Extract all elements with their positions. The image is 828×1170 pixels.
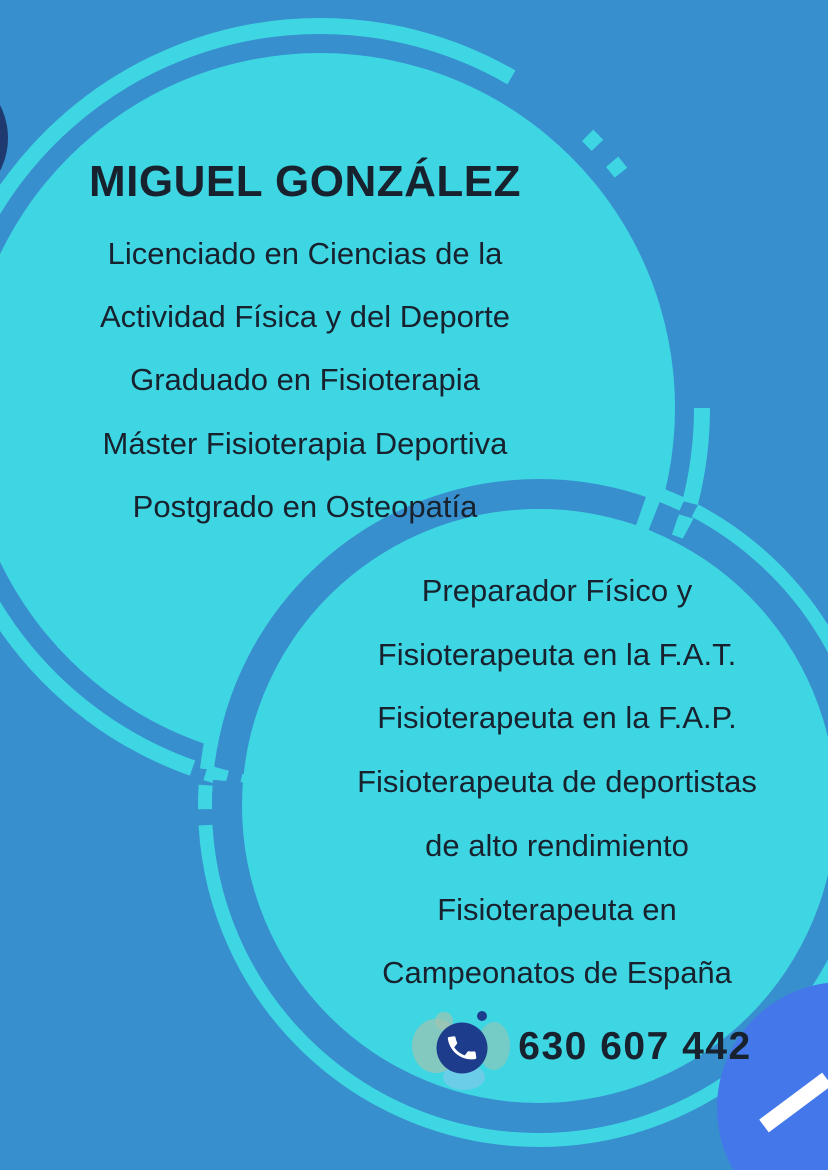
role-line: Fisioterapeuta de deportistas: [357, 764, 757, 800]
role-line: de alto rendimiento: [425, 827, 689, 863]
role-line: Fisioterapeuta en: [437, 891, 677, 927]
phone-badge-circle: [437, 1023, 488, 1074]
roles-block: [292, 559, 822, 1005]
role-line: Campeonatos de España: [382, 955, 732, 991]
role-line: Fisioterapeuta en la F.A.P.: [377, 700, 737, 736]
phone-number: 630 607 442: [518, 1025, 752, 1068]
credential-line: Graduado en Fisioterapia: [130, 362, 480, 398]
page-title: MIGUEL GONZÁLEZ: [88, 157, 521, 206]
phone-badge-dot: [477, 1011, 487, 1021]
credential-line: Máster Fisioterapia Deportiva: [102, 425, 508, 461]
credential-line: Postgrado en Osteopatía: [132, 488, 478, 524]
credential-line: Actividad Física y del Deporte: [99, 299, 511, 335]
role-line: Fisioterapeuta en la F.A.T.: [377, 636, 737, 672]
role-line: Preparador Físico y: [421, 573, 693, 608]
credentials-block: [43, 222, 567, 538]
credential-line: Licenciado en Ciencias de la: [107, 236, 503, 271]
